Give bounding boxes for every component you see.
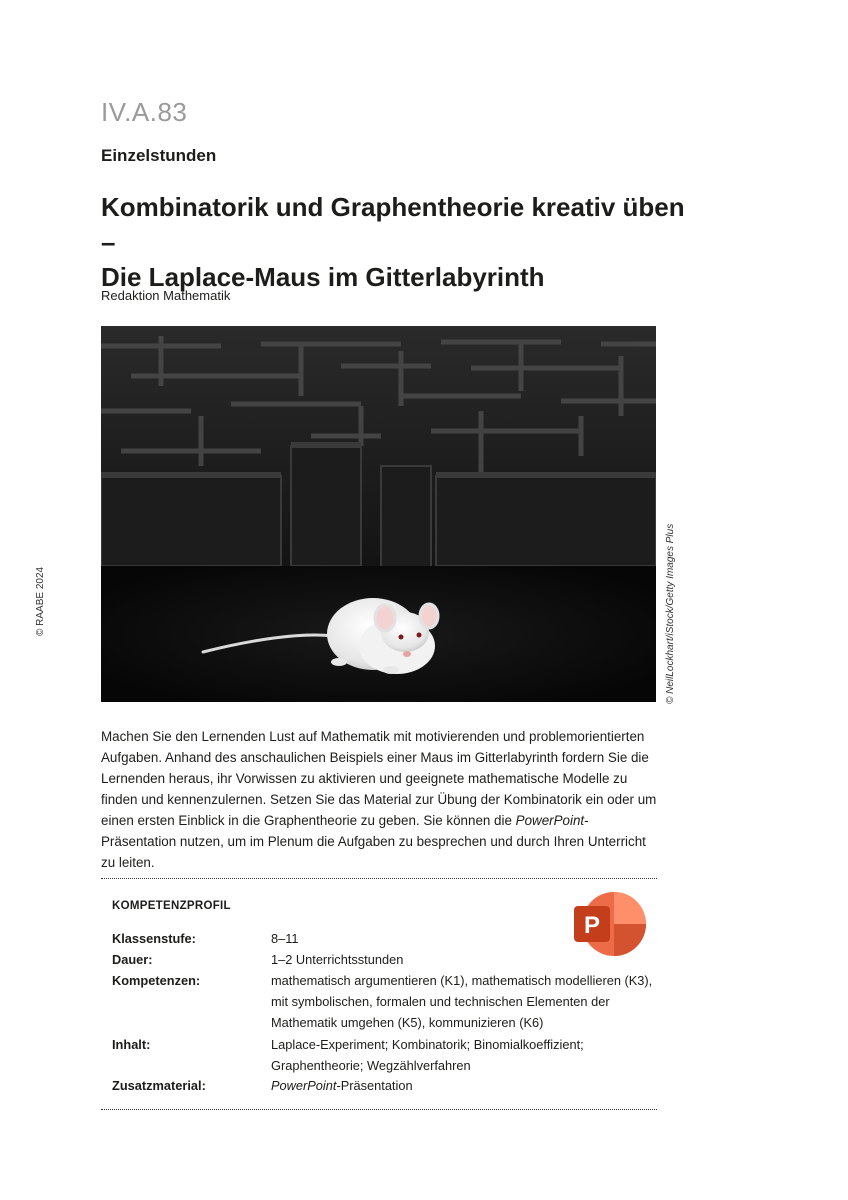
powerpoint-icon-letter: P (583, 912, 601, 939)
document-code: IV.A.83 (101, 97, 188, 127)
maze-mouse-image (101, 326, 656, 702)
title-line-2: Die Laplace-Maus im Gitterlabyrinth (101, 262, 545, 292)
divider-bottom (101, 1109, 657, 1110)
title-line-1: Kombinatorik und Graphentheorie kreativ üben – (101, 192, 685, 257)
intro-paragraph: Machen Sie den Lernenden Lust auf Mathematik mit motivierenden und problemorientierten Aufgaben. Anhand des anschaulichen Beispiels einer Maus im Gitterlabyrinth fordern Sie die Lernenden heraus, ihr Vorwissen zu aktivieren und geeignete mathematische Modelle zu finden und kennenzulernen. Setzen Sie das Material zur Übung der Kombinatorik ein oder um einen ersten Einblick in die Graphentheorie zu geben. Sie können die PowerPoint-Präsentation nutzen, um im Plenum die Aufgaben zu besprechen und durch Ihren Unterricht zu leiten. (101, 729, 657, 870)
image-credit: © NeilLockhart/iStock/Getty Images Plus (665, 523, 676, 704)
copyright-notice: © RAABE 2024 (35, 566, 46, 636)
profile-heading: KOMPETENZPROFIL (112, 900, 231, 912)
series-label: Einzelstunden (101, 146, 217, 165)
author-line: Redaktion Mathematik (101, 288, 231, 303)
page-title (101, 190, 701, 295)
divider-top (101, 878, 657, 879)
